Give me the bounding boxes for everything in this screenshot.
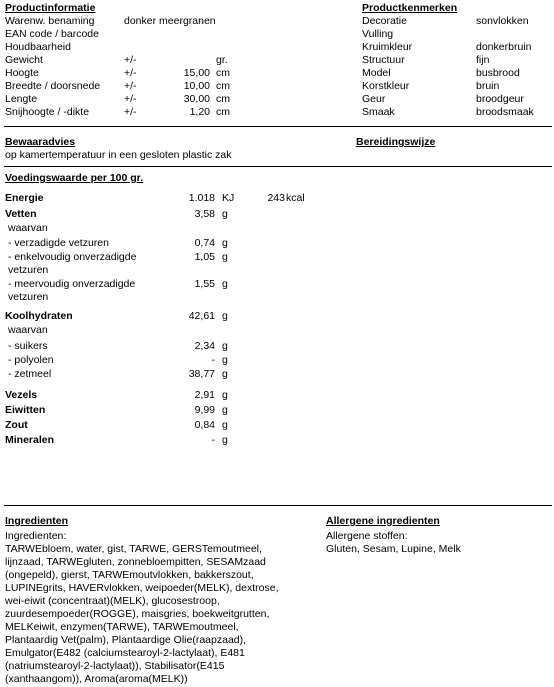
ingredienten-line: lijnzaad, TARWEgluten, zonnebloempitten, SESAMzaad <box>5 556 266 568</box>
label-lengte: Lengte <box>5 93 38 105</box>
zout-value: 0,84 <box>194 419 215 431</box>
eiwitten-label: Eiwitten <box>5 404 46 416</box>
unit-snijhoogte: cm <box>216 106 230 118</box>
allergenen-line-1: Allergene stoffen: <box>326 530 408 542</box>
ingredienten-line: TARWEbloem, water, gist, TARWE, GERSTemoutmeel, <box>5 543 262 555</box>
verzadigde-label: - verzadigde vetzuren <box>8 237 109 249</box>
meervoudig-label-1: - meervoudig onverzadigde <box>8 278 136 290</box>
unit-hoogte: cm <box>216 67 230 79</box>
enkelvoudig-label-1: - enkelvoudig onverzadigde <box>8 251 137 263</box>
verzadigde-unit: g <box>222 237 228 249</box>
value-warenwettelijke-benaming: donker meergranen <box>124 15 216 27</box>
vezels-value: 2,91 <box>194 389 215 401</box>
ingredienten-line: zuurdesempoeder(ROGGE), maisgries, boekweitgrutten, <box>5 608 270 620</box>
verzadigde-value: 0,74 <box>194 237 215 249</box>
mineralen-unit: g <box>222 434 228 446</box>
vetten-label: Vetten <box>5 208 37 220</box>
value-smaak: broodsmaak <box>476 106 534 118</box>
value-geur: broodgeur <box>476 93 524 105</box>
vezels-label: Vezels <box>5 389 38 401</box>
energie-label: Energie <box>5 192 44 204</box>
label-snijhoogte: Snijhoogte / -dikte <box>5 106 90 118</box>
label-houdbaarheid: Houdbaarheid <box>5 41 71 53</box>
zetmeel-label: - zetmeel <box>8 368 52 380</box>
koolhydraten-label: Koolhydraten <box>5 310 73 322</box>
ingredienten-line: MELKeiwit, enzymen(TARWE), TARWEmoutmeel, <box>5 621 239 633</box>
value-decoratie: sonvlokken <box>476 15 529 27</box>
divider-2 <box>4 166 552 167</box>
pm-breedte: +/- <box>124 80 137 92</box>
energie-kcal-value: 243 <box>267 192 285 204</box>
energie-kj-unit: KJ <box>222 192 235 204</box>
meervoudig-label-2: vetzuren <box>8 291 49 303</box>
value-structuur: fijn <box>476 54 490 66</box>
label-ean-code: EAN code / barcode <box>5 28 99 40</box>
ingredienten-line: wei-eiwit (concentraat)(MELK), glucosestroop, <box>5 595 220 607</box>
allergenen-heading: Allergene ingredienten <box>326 515 440 527</box>
enkelvoudig-label-2: vetzuren <box>8 264 49 276</box>
label-korstkleur: Korstkleur <box>362 80 410 92</box>
label-warenwettelijke-benaming: Warenw. benaming <box>5 15 95 27</box>
value-hoogte: 15,00 <box>183 67 210 79</box>
energie-kj-value: 1.018 <box>188 192 215 204</box>
zetmeel-value: 38,77 <box>188 368 215 380</box>
label-geur: Geur <box>362 93 386 105</box>
value-snijhoogte: 1,20 <box>189 106 210 118</box>
meervoudig-unit: g <box>222 278 228 290</box>
zetmeel-unit: g <box>222 368 228 380</box>
ingredienten-line: (ongepeld), gierst, TARWEmoutvlokken, bakkerszout, <box>5 569 254 581</box>
unit-lengte: cm <box>216 93 230 105</box>
mineralen-label: Mineralen <box>5 434 55 446</box>
label-decoratie: Decoratie <box>362 15 407 27</box>
energie-kcal-unit: kcal <box>286 192 305 204</box>
meervoudig-value: 1,55 <box>194 278 215 290</box>
allergenen-line-2: Gluten, Sesam, Lupine, Melk <box>326 543 461 555</box>
zout-label: Zout <box>5 419 28 431</box>
eiwitten-unit: g <box>222 404 228 416</box>
value-kruimkleur: donkerbruin <box>476 41 532 53</box>
pm-hoogte: +/- <box>124 67 137 79</box>
value-lengte: 30,00 <box>183 93 210 105</box>
ingredienten-line: Ingredienten: <box>5 530 67 542</box>
enkelvoudig-unit: g <box>222 251 228 263</box>
zout-unit: g <box>222 419 228 431</box>
pm-lengte: +/- <box>124 93 137 105</box>
voedingswaarde-heading: Voedingswaarde per 100 gr. <box>5 172 144 184</box>
koolhydraten-unit: g <box>222 310 228 322</box>
unit-gewicht: gr. <box>216 54 228 66</box>
label-vulling: Vulling <box>362 28 394 40</box>
vetten-value: 3,58 <box>194 208 215 220</box>
label-gewicht: Gewicht <box>5 54 43 66</box>
pm-gewicht: +/- <box>124 54 137 66</box>
vezels-unit: g <box>222 389 228 401</box>
value-korstkleur: bruin <box>476 80 500 92</box>
ingredienten-line: Emulgator(E482 (calciumstearoyl-2-lactylaat), E481 <box>5 647 245 659</box>
unit-breedte: cm <box>216 80 230 92</box>
koolhydraten-waarvan: waarvan <box>8 324 48 336</box>
label-smaak: Smaak <box>362 106 395 118</box>
suikers-value: 2,34 <box>194 340 215 352</box>
bewaaradvies-text: op kamertemperatuur in een gesloten plastic zak <box>5 149 232 161</box>
enkelvoudig-value: 1,05 <box>194 251 215 263</box>
bereidingswijze-heading: Bereidingswijze <box>356 136 436 148</box>
value-breedte: 10,00 <box>183 80 210 92</box>
pm-snijhoogte: +/- <box>124 106 137 118</box>
ingredienten-line: (xanthaangom)), Aroma(aroma(MELK)) <box>5 673 188 685</box>
label-hoogte: Hoogte <box>5 67 39 79</box>
divider-3 <box>4 505 552 506</box>
divider-1 <box>4 126 552 127</box>
suikers-unit: g <box>222 340 228 352</box>
polyolen-label: - polyolen <box>8 354 54 366</box>
koolhydraten-value: 42,61 <box>188 310 215 322</box>
productinformatie-heading: Productinformatie <box>5 2 96 14</box>
label-kruimkleur: Kruimkleur <box>362 41 413 53</box>
polyolen-unit: g <box>222 354 228 366</box>
vetten-waarvan: waarvan <box>8 222 48 234</box>
polyolen-value: - <box>211 354 215 366</box>
label-breedte: Breedte / doorsnede <box>5 80 101 92</box>
mineralen-value: - <box>211 434 215 446</box>
ingredienten-line: (natriumstearoyl-2-lactylaat)), Stabilisator(E415 <box>5 660 225 672</box>
productkenmerken-heading: Productkenmerken <box>362 2 458 14</box>
label-structuur: Structuur <box>362 54 405 66</box>
eiwitten-value: 9,99 <box>194 404 215 416</box>
bewaaradvies-heading: Bewaaradvies <box>5 136 76 148</box>
value-model: busbrood <box>476 67 520 79</box>
ingredienten-line: Plantaardig Vet(palm), Plantaardige Olie(raapzaad), <box>5 634 247 646</box>
ingredienten-heading: Ingredienten <box>5 515 69 527</box>
ingredienten-line: LUPINEgrits, HAVERvlokken, weipoeder(MELK), dextrose, <box>5 582 279 594</box>
vetten-unit: g <box>222 208 228 220</box>
label-model: Model <box>362 67 391 79</box>
suikers-label: - suikers <box>8 340 48 352</box>
